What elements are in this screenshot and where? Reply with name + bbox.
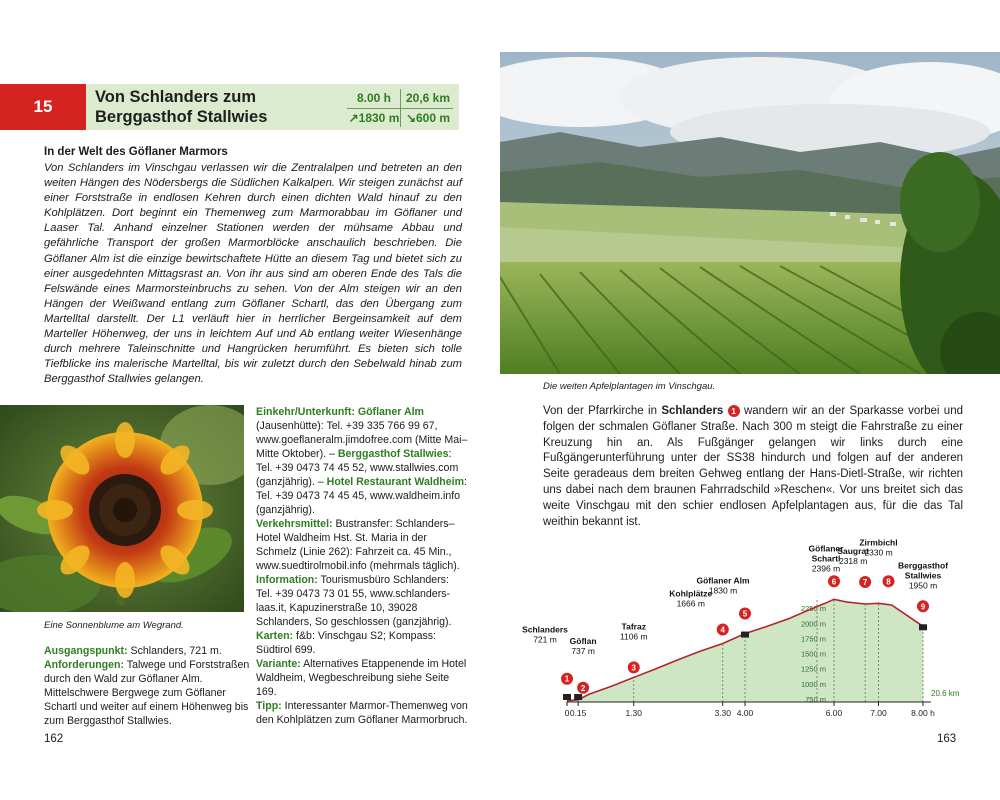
fact-anforderungen: Anforderungen: Talwege und Forststraßen durch den Wald zur Göflaner Alm. Mittelschwere Bergwege zum Göflaner Schartl und weiter auf einem Höhenweg bis zum Berggasthof Stallwies. — [44, 659, 250, 727]
fact-ausgangspunkt: Ausgangspunkt: Schlanders, 721 m. — [44, 645, 222, 657]
x-tick-label: 8.00 h — [911, 708, 935, 718]
page-number-left: 162 — [44, 733, 64, 745]
waypoint-elevation: 1106 m — [619, 631, 648, 642]
x-tick-label: 4.00 — [736, 708, 754, 718]
waypoint-elevation: 737 m — [571, 645, 595, 656]
x-tick-label: 0.15 — [569, 708, 587, 718]
waypoint-badge-number: 6 — [831, 577, 837, 587]
stat-divider-horizontal — [347, 108, 453, 109]
facts-right — [256, 405, 468, 727]
waypoint-badge-number: 8 — [886, 577, 891, 587]
waypoint-badge-number: 5 — [742, 609, 748, 619]
fact-verkehrsmittel: Verkehrsmittel: Bustransfer: Schlanders–Hotel Waldheim Hst. St. Maria in der Schmelz (Linie 262): Fahrzeit ca. 45 Min., www.suedtirolmobil.info (mehrmals täglich). — [256, 518, 460, 572]
waypoint-name: Tafraz — [621, 621, 646, 632]
fact-variante: Variante: Alternatives Etappenende im Hotel Waldheim, Wegbeschreibung siehe Seite 169. — [256, 658, 467, 698]
stat-distance: 20,6 km — [405, 91, 451, 105]
waypoint-badge-number: 4 — [720, 625, 725, 635]
sunflower-photo — [0, 405, 244, 612]
waypoint-badge-number: 1 — [564, 674, 570, 684]
hut-icon — [741, 632, 749, 638]
route-description: Von der Pfarrkirche in Schlanders 1 wandern wir an der Sparkasse vorbei und folgen der schmalen Göflaner Straße. Nach 300 m steigt die Fahrstraße zu einer Kreuzung hin an. Als Fußgänger gelangen wir links durch eine Fußgängerunterführung unter der SS38 hindurch und folgen auf der anderen Seite geradeaus dem breiten Gehweg entlang der Hans-Dietl-Straße, wir richten uns dabei nach dem braunen Fahrradschild »Reschen«. Vor uns breitet sich das weite Vinschgau mit den schier endlosen Apfelplantagen aus, für die das Tal weithin bekannt ist. — [543, 405, 963, 528]
waypoint-name: Schartl — [811, 553, 841, 564]
valley-photo — [500, 52, 1000, 374]
y-tick-label: 1500 m — [800, 649, 826, 659]
tour-title — [95, 87, 345, 127]
waypoint-elevation: 1950 m — [908, 580, 938, 591]
distance-label: 20.6 km — [931, 689, 960, 698]
x-tick-label: 0 — [564, 708, 570, 718]
x-tick-label: 3.30 — [714, 708, 732, 718]
tour-title-line1: Von Schlanders zum — [95, 88, 257, 106]
waypoint-name: Stallwies — [904, 570, 942, 581]
valley-caption: Die weiten Apfelplantagen im Vinschgau. — [543, 381, 716, 392]
waypoint-badge-number: 3 — [631, 663, 636, 673]
bus-stop-icon — [563, 694, 571, 700]
waypoint-name: Berggasthof — [897, 560, 949, 571]
y-tick-label: 1750 m — [800, 634, 826, 644]
route-place-schlanders: Schlanders — [661, 405, 724, 417]
fact-einkehr: Einkehr/Unterkunft: Göflaner Alm (Jausenhütte): Tel. +39 335 766 99 67, www.goeflaneralm.jimdofree.com (Mitte Mai–Mitte Oktober). – Berggasthof Stallwies: Tel. +39 0473 74 45 52, www.stallwies.com (ganzjährig). – Hotel Restaurant Waldheim: Tel. +39 0473 74 45 45, www.waldheim.info (ganzjährig). — [256, 406, 468, 516]
sunflower-caption: Eine Sonnenblume am Wegrand. — [44, 620, 184, 631]
fact-karten: Karten: f&b: Vinschgau S2; Kompass: Südtirol 699. — [256, 630, 436, 656]
waypoint-name: Saugrat — [837, 545, 869, 556]
intro-heading: In der Welt des Göflaner Marmors — [44, 146, 228, 158]
waypoint-name: Schlanders — [522, 624, 568, 635]
waypoint-badge-number: 9 — [920, 602, 926, 612]
intro-text: Von Schlanders im Vinschgau verlassen wir die Zentralalpen und betreten an den weiten Hängen des Nödersbergs die Südlichen Kalkalpen. Wir steigen zunächst auf einer Forststraße in endlosen Kehren durch einen dichten Wald hinauf zu den Kohlplätzen. Dort beginnt ein Themenweg zum Marmorabbau im Göflaner und Laaser Tal. Anhand einzelner Stationen werden der mühsame Abbau und gefährliche Transport der großen Marmorblöcke anschaulich beschrieben. Die Göflaner Alm ist die einzige bewirtschaftete Hütte an diesem Tag und bietet sich zu einer ausgedehnten Mittagsrast an. Von ihr aus sind am oberen Ende des Tals die Felswände eines Marmorsteinbruchs zu sehen. Von der Alm steigen wir an den Hängen der Weißwand entlang zum Göflaner Schartl, das den Übergang zum Martelltal darstellt. Der L1 verläuft hier in herrlicher Bergeinsamkeit auf dem Marteller Höhenweg, der uns in leichtem Auf und Ab entlang weiter Wiesenhänge durch mehrere Taleinschnitte und Hangrücken herumführt. Es bieten sich tolle Tiefblicke ins malerische Martelltal, bis wir zuletzt durch den Sebelwald hinab zum Berggasthof Stallwies gelangen. — [44, 162, 462, 386]
waypoint-badge-number: 2 — [580, 683, 586, 693]
hut-icon — [919, 624, 927, 630]
waypoint-elevation: 2318 m — [838, 555, 868, 566]
y-tick-label: 2000 m — [800, 619, 826, 629]
y-tick-label: 2250 m — [800, 604, 826, 614]
waypoint-name: Zirmbichl — [859, 537, 898, 548]
x-tick-label: 7.00 — [870, 708, 887, 718]
stat-descent: ↘600 m — [405, 111, 451, 125]
waypoint-name: Kohlplätze — [669, 588, 713, 599]
waypoint-badge-inline: 1 — [728, 405, 740, 417]
tour-number: 15 — [0, 84, 86, 130]
fact-tipp: Tipp: Interessanter Marmor-Themenweg von den Kohlplätzen zum Göflaner Marmorbruch. — [256, 700, 468, 726]
x-tick-label: 1.30 — [625, 708, 643, 718]
fact-information: Information: Tourismusbüro Schlanders: Tel. +39 0473 73 01 55, www.schlanders-laas.it, Kapuzinerstraße 10, 39028 Schlanders, So geschlossen (ganzjährig). — [256, 574, 452, 628]
waypoint-elevation: 2330 m — [864, 547, 893, 558]
tour-title-line2: Berggasthof Stallwies — [95, 108, 268, 126]
y-tick-label: 1000 m — [800, 679, 826, 689]
waypoint-elevation: 2396 m — [811, 563, 841, 574]
bus-stop-icon — [574, 694, 582, 700]
stat-ascent: ↗1830 m — [348, 111, 400, 125]
y-tick-label: 1250 m — [800, 664, 826, 674]
y-tick-label: 750 m — [805, 694, 826, 704]
x-tick-label: 6.00 — [825, 708, 843, 718]
waypoint-badge-number: 7 — [862, 577, 868, 587]
stat-time: 8.00 h — [356, 91, 392, 105]
waypoint-name: Göflan — [569, 635, 597, 646]
page-number-right: 163 — [937, 733, 957, 745]
waypoint-name: Göflaner Alm — [696, 575, 750, 586]
waypoint-elevation: 721 m — [533, 634, 557, 645]
waypoint-elevation: 1666 m — [676, 598, 705, 609]
waypoint-elevation: 1830 m — [708, 585, 738, 596]
waypoint-name: Göflaner — [808, 543, 844, 554]
elevation-profile — [500, 536, 1000, 726]
facts-left — [44, 644, 250, 728]
